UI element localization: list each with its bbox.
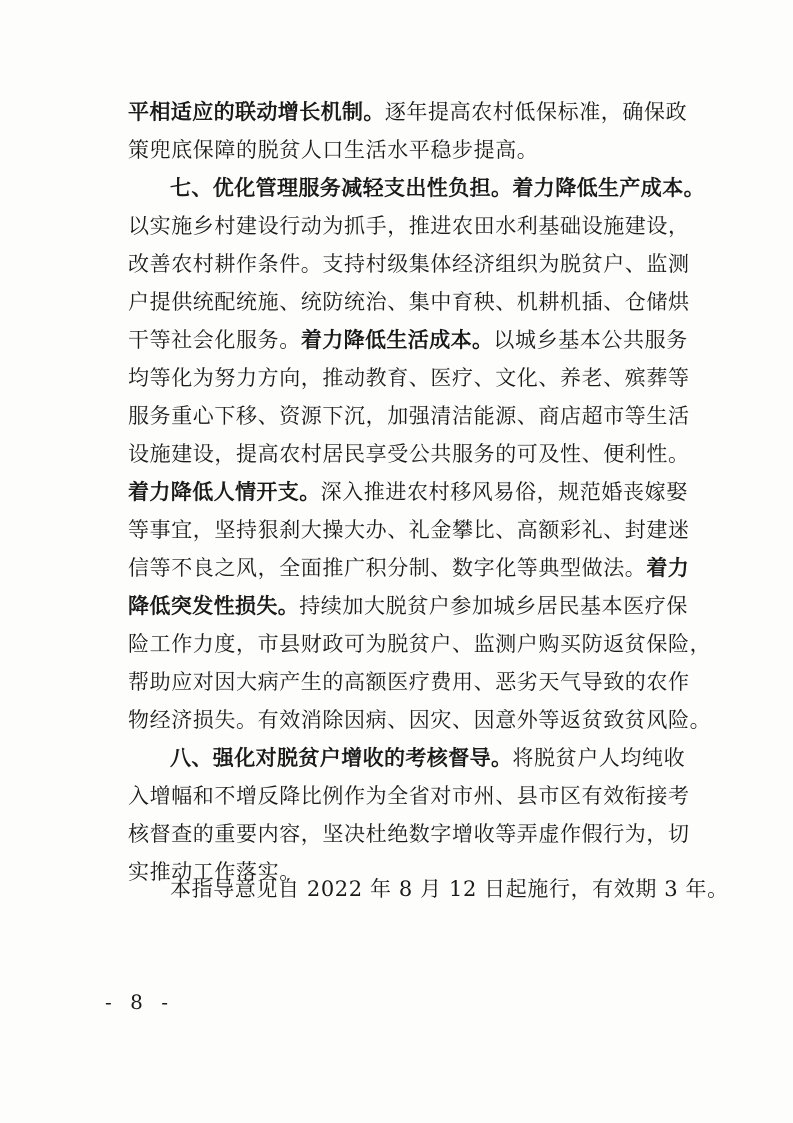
text-segment: 逐年提高农村低保标准，确保政 xyxy=(384,100,688,124)
text-segment: 等事宜，坚持狠刹大操大办、礼金攀比、高额彩礼、封建迷 xyxy=(128,518,690,542)
text-line xyxy=(128,245,690,283)
text-segment: 设施建设，提高农村居民享受公共服务的可及性、便利性。 xyxy=(128,442,690,466)
text-segment: 改善农村耕作条件。支持村级集体经济组织为脱贫户、监测 xyxy=(128,252,690,276)
bold-text-segment: 着力 xyxy=(646,556,690,580)
text-line xyxy=(128,435,690,473)
bold-text-segment: 八、强化对脱贫户增收的考核督导。 xyxy=(170,746,513,770)
bold-text-segment: 着力降低生活成本。 xyxy=(300,328,494,352)
bold-text-segment: 降低突发性损失。 xyxy=(128,594,300,618)
text-line xyxy=(128,321,688,359)
text-line xyxy=(128,169,705,207)
text-line xyxy=(128,359,690,397)
text-line xyxy=(128,473,688,511)
text-segment: 服务重心下移、资源下沉，加强清洁能源、商店超市等生活 xyxy=(128,404,690,428)
text-segment: 帮助应对因大病产生的高额医疗费用、恶劣天气导致的农作 xyxy=(128,670,690,694)
text-segment: 均等化为努力方向，推动教育、医疗、文化、养老、殡葬等 xyxy=(128,366,690,390)
text-segment: 策兜底保障的脱贫人口生活水平稳步提高。 xyxy=(128,138,539,162)
text-segment: 信等不良之风，全面推广积分制、数字化等典型做法。 xyxy=(128,556,647,580)
bold-text-segment: 七、优化管理服务减轻支出性负担。着力降低生产成本。 xyxy=(170,176,705,200)
text-line xyxy=(128,511,690,549)
text-segment: 实推动工作落实。 xyxy=(128,860,301,884)
bold-text-segment: 平相适应的联动增长机制。 xyxy=(128,100,385,124)
text-segment: 以实施乡村建设行动为抓手，推进农田水利基础设施建设， xyxy=(128,214,690,238)
text-line xyxy=(128,549,690,587)
text-segment: 入增幅和不增反降比例作为全省对市州、县市区有效衔接考 xyxy=(128,784,690,808)
text-line xyxy=(128,207,690,245)
text-line xyxy=(128,131,658,169)
text-segment: 干等社会化服务。 xyxy=(128,328,301,352)
text-line xyxy=(128,397,690,435)
text-line xyxy=(128,663,690,701)
text-segment: 将脱贫户人均纯收 xyxy=(512,746,686,770)
page-number: - 8 - xyxy=(105,990,174,1014)
text-segment: 以城乡基本公共服务 xyxy=(493,328,688,352)
effective-date-paragraph: 本指导意见自 2022 年 8 月 12 日起施行，有效期 3 年。 xyxy=(170,877,729,901)
text-segment: 深入推进农村移风易俗，规范婚丧嫁娶 xyxy=(320,480,688,504)
text-line xyxy=(128,625,712,663)
text-line xyxy=(128,587,689,625)
body-text xyxy=(128,93,712,891)
text-line xyxy=(128,701,712,739)
text-segment: 核督查的重要内容，坚决杜绝数字增收等弄虚作假行为，切 xyxy=(128,822,690,846)
text-segment: 户提供统配统施、统防统治、集中育秧、机耕机插、仓储烘 xyxy=(128,290,690,314)
text-line xyxy=(128,777,690,815)
text-line xyxy=(128,93,688,131)
text-segment: 物经济损失。有效消除因病、因灾、因意外等返贫致贫风险。 xyxy=(128,708,712,732)
text-line xyxy=(128,815,690,853)
text-line xyxy=(128,739,686,777)
text-segment: 险工作力度，市县财政可为脱贫户、监测户购买防返贫保险， xyxy=(128,632,712,656)
text-line xyxy=(128,283,690,321)
text-segment: 持续加大脱贫户参加城乡居民基本医疗保 xyxy=(299,594,689,618)
bold-text-segment: 着力降低人情开支。 xyxy=(128,480,321,504)
